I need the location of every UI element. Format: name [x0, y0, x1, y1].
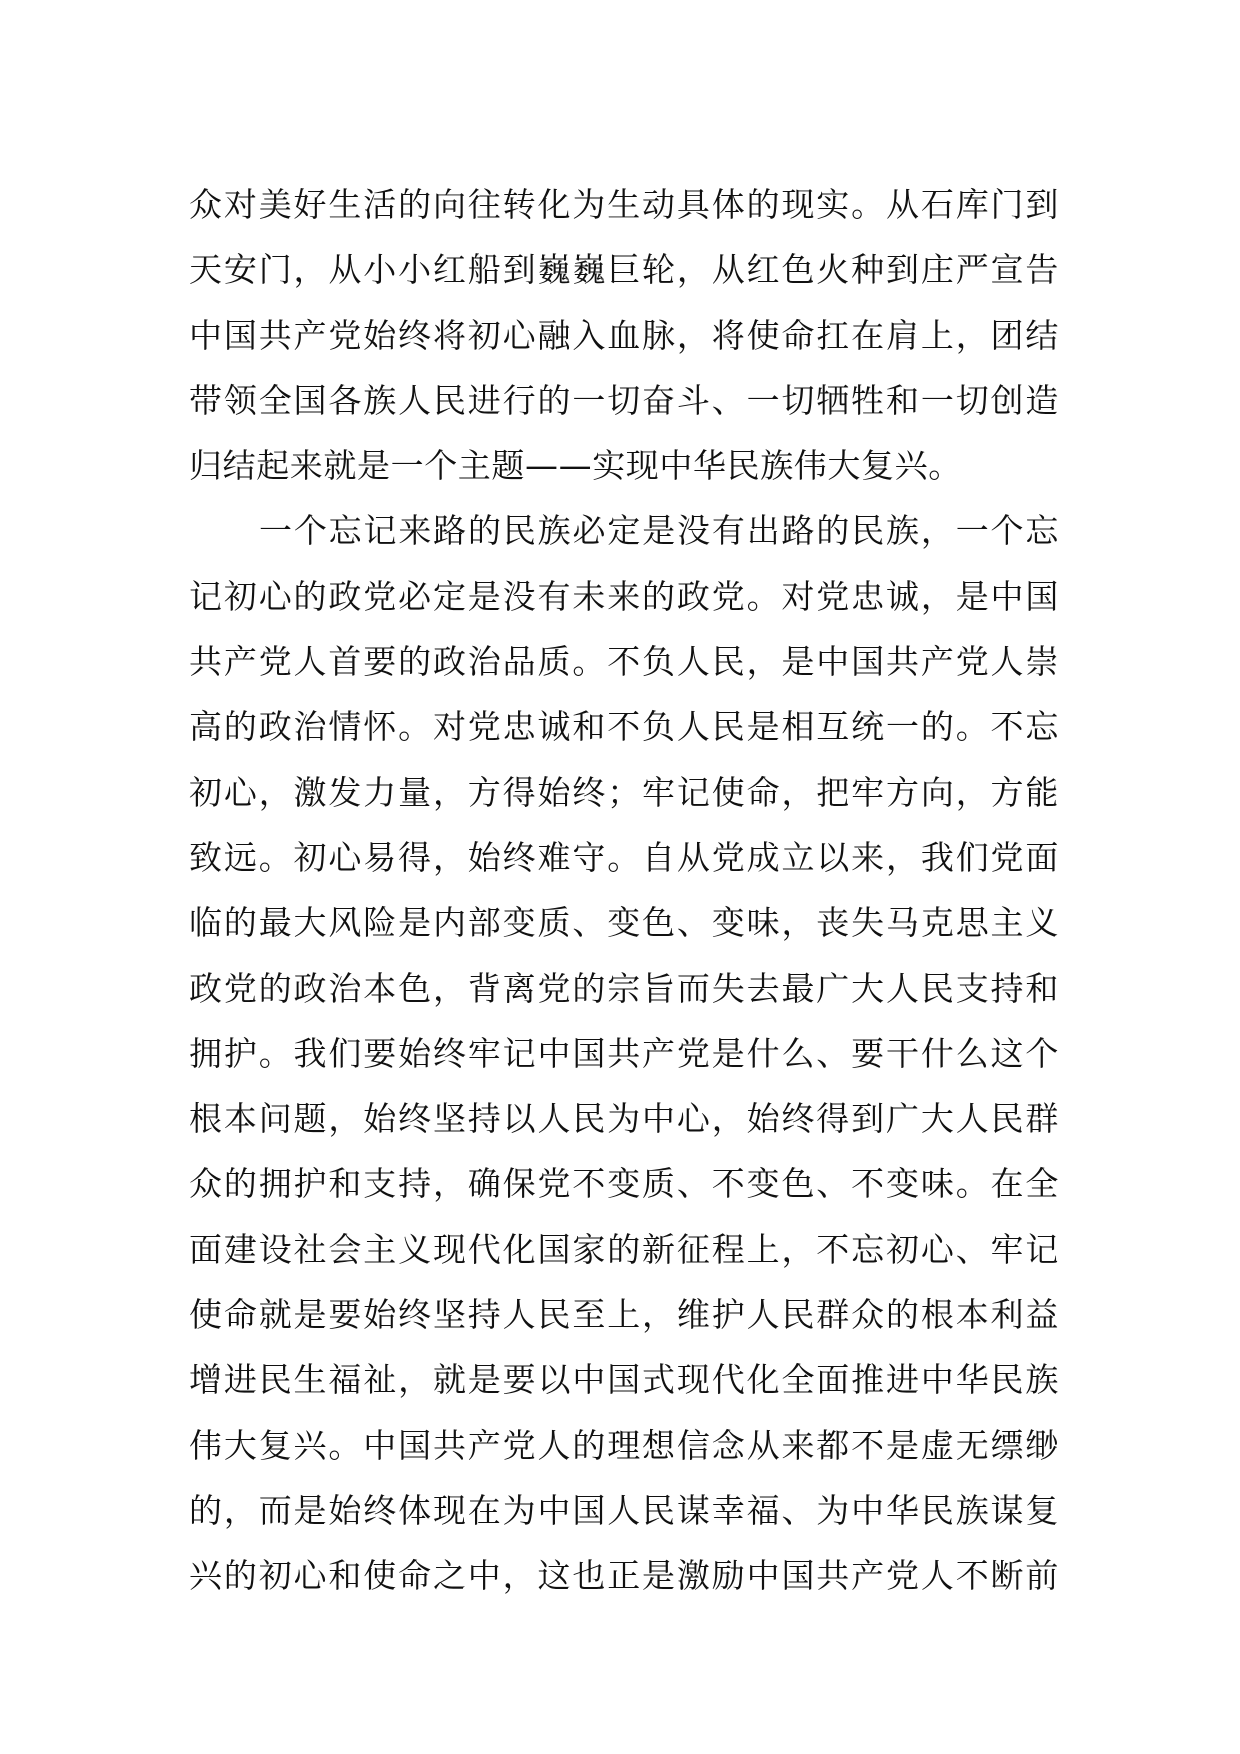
text-line: 政党的政治本色，背离党的宗旨而失去最广大人民支持和: [189, 968, 1059, 1008]
text-line: 增进民生福祉，就是要以中国式现代化全面推进中华民族: [189, 1360, 1059, 1400]
text-line: 天安门，从小小红船到巍巍巨轮，从红色火种到庄严宣告: [189, 250, 1059, 290]
text-line: 共产党人首要的政治品质。不负人民，是中国共产党人崇: [189, 642, 1059, 682]
paragraph-first-line: 一个忘记来路的民族必定是没有出路的民族，一个忘: [259, 511, 1059, 551]
text-line: 致远。初心易得，始终难守。自从党成立以来，我们党面: [189, 837, 1059, 877]
text-line: 高的政治情怀。对党忠诚和不负人民是相互统一的。不忘: [189, 707, 1059, 747]
text-line: 拥护。我们要始终牢记中国共产党是什么、要干什么这个: [189, 1033, 1059, 1073]
text-line: 众的拥护和支持，确保党不变质、不变色、不变味。在全: [189, 1164, 1059, 1204]
text-line: 兴的初心和使命之中，这也正是激励中国共产党人不断前: [189, 1556, 1059, 1596]
text-line: 的，而是始终体现在为中国人民谋幸福、为中华民族谋复: [189, 1490, 1059, 1530]
text-line: 伟大复兴。中国共产党人的理想信念从来都不是虚无缥缈: [189, 1425, 1059, 1465]
text-line: 众对美好生活的向往转化为生动具体的现实。从石库门到: [189, 185, 1059, 224]
text-line: 临的最大风险是内部变质、变色、变味，丧失马克思主义: [189, 903, 1059, 943]
text-line: 带领全国各族人民进行的一切奋斗、一切牺牲和一切创造: [189, 380, 1059, 420]
text-line: 使命就是要始终坚持人民至上，维护人民群众的根本利益: [189, 1295, 1059, 1335]
text-line: 面建设社会主义现代化国家的新征程上，不忘初心、牢记: [189, 1229, 1059, 1269]
text-line: 归结起来就是一个主题——实现中华民族伟大复兴。: [189, 446, 962, 486]
text-line: 根本问题，始终坚持以人民为中心，始终得到广大人民群: [189, 1099, 1059, 1139]
body-text: [189, 172, 1059, 1609]
text-line: 中国共产党始终将初心融入血脉，将使命扛在肩上，团结: [189, 315, 1059, 355]
text-line: 记初心的政党必定是没有未来的政党。对党忠诚，是中国: [189, 576, 1059, 616]
text-line: 初心，激发力量，方得始终；牢记使命，把牢方向，方能: [189, 772, 1059, 812]
